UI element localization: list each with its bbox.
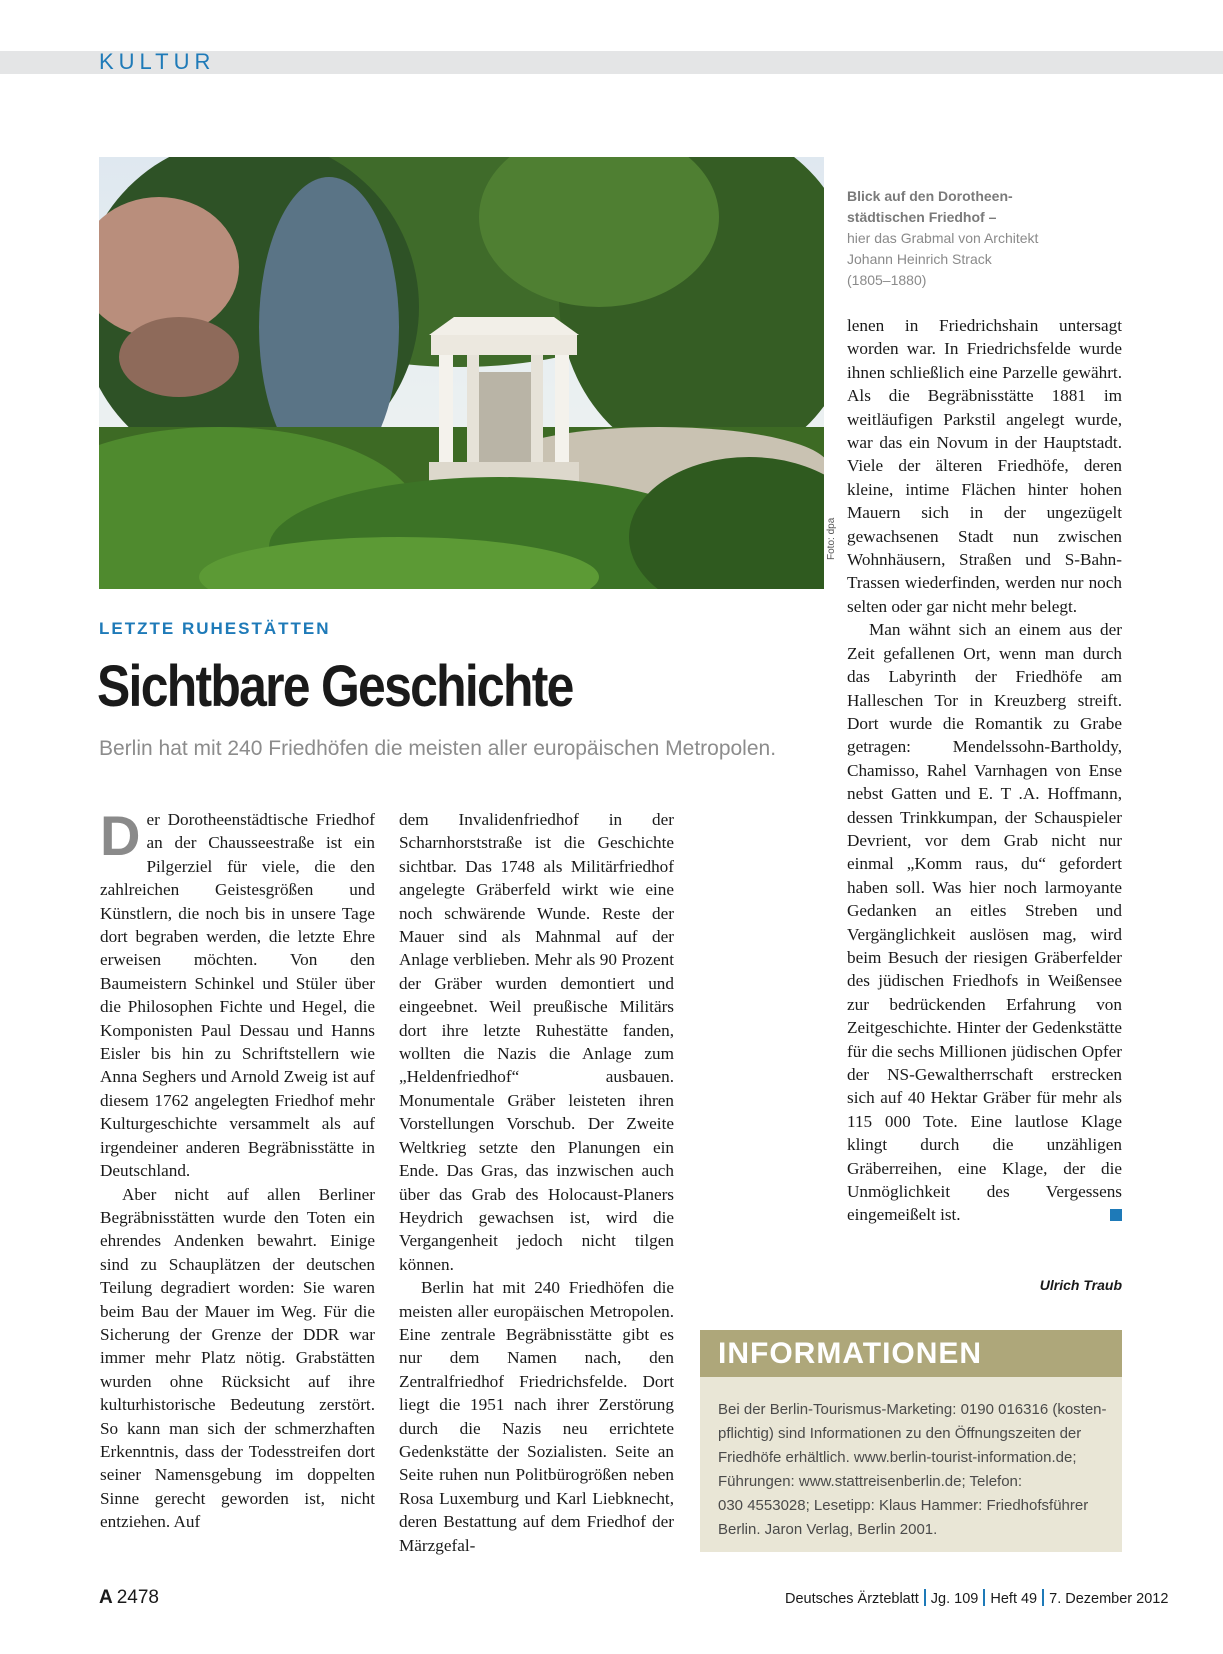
paragraph: dem Invalidenfriedhof in der Scharnhorststraße ist die Geschichte sichtbar. Das 1748 als Militärfriedhof angelegte Gräberfeld wirkt wie eine noch schwärende Wunde. Reste der Mauer sind als Mahnmal auf der Anlage verblieben. Mehr als 90 Prozent der Gräber wurden demontiert und eingeebnet. Weil preußische Militärs dort ihre letzte Ruhestätte fanden, wollten die Nazis die Anlage zum „Heldenfriedhof“ ausbauen. Monumentale Gräber leisteten ihren Vorstellungen Vorschub. Der Zweite Weltkrieg setzte den Planungen ein Ende. Das Gras, das inzwischen auch über das Grab des Holocaust-Planers Heydrich gewachsen ist, wird die Vergangenheit jedoch nicht tilgen können. — [399, 810, 674, 1274]
paragraph-text: Man wähnt sich an einem aus der Zeit gefallenen Ort, wenn man durch das Labyrinth der Friedhöfe am Halleschen Tor in Kreuzberg streift. Dort wurde die Romantik zu Grabe getragen: Mendelssohn-Bartholdy, Chamisso, Rahel Varnhagen von Ense nebst Gatten und E. T .A. Hoffmann, dessen Trinkkumpan, der Schauspieler Devrient, vor dem Grab nicht nur einmal „Komm raus, du“ gefordert haben soll. Was hier noch larmoyante Gedanken an eitles Streben und Vergänglichkeit auslösen mag, wird beim Besuch der riesigen Gräberfelder des jüdischen Friedhofs in Weißensee zur bedrückenden Erfahrung von Zeitgeschichte. Hinter der Gedenkstätte für die sechs Millionen jüdischen Opfer der NS-Gewaltherrschaft erstrecken sich auf 40 Hektar Gräber für mehr als 115 000 Tote. Eine lautlose Klage klingt durch die unzähligen Gräberreihen, eine Klage, der die Unmöglichkeit des Vergessens eingemeißelt ist. — [847, 620, 1122, 1225]
separator — [924, 1589, 926, 1606]
journal-issue: Heft 49 — [990, 1591, 1038, 1607]
section-label: KULTUR — [99, 49, 216, 74]
paragraph: Berlin hat mit 240 Friedhöfen die meisten aller europäischen Metropolen. Eine zentrale Begräbnisstätte gibt es nur dem Namen nach, den Zentralfriedhof Friedrichsfelde. Dort liegt die 1951 nach ihrer Zerstörung durch die Nazis neu errichtete Gedenkstätte der Sozialisten. Seite an Seite ruhen nun Politbürogrößen neben Rosa Luxemburg und Karl Liebknecht, deren Bestattung auf dem Friedhof der Märzgefal- — [399, 1278, 674, 1555]
journal-date: 7. Dezember 2012 — [1049, 1591, 1169, 1607]
photo-credit: Foto: dpa — [826, 517, 837, 560]
footer-info — [785, 1589, 1169, 1607]
info-line: Führungen: www.stattreisenberlin.de; Telefon: — [718, 1473, 1023, 1490]
page-number-value: 2478 — [116, 1587, 160, 1608]
end-mark-icon — [1110, 1209, 1122, 1221]
paragraph: Aber nicht auf allen Berliner Begräbnisstätten wurde den Toten ein ehrendes Andenken bewahrt. Einige sind zu Schauplätzen der deutschen Teilung degradiert worden: Sie waren beim Bau der Mauer im Weg. Für die Sicherung der Grenze der DDR war immer mehr Platz nötig. Grabstätten wurden ohne Rücksicht auf ihre kulturhistorische Bedeutung zerstört. So kann man sich der schmerzhaften Erkenntnis, dass der Todesstreifen dort seiner Namensgebung im doppelten Sinne gerecht geworden ist, nicht entziehen. Auf — [100, 1184, 375, 1532]
page-prefix: A — [99, 1587, 113, 1608]
paragraph-text: er Dorotheenstädtische Friedhof an der Chausseestraße ist ein Pilgerziel für viele, die den zahlreichen Geistesgrößen und Künstlern, die noch bis in unsere Tage dort begraben werden, die letzte Ehre erweisen möchten. Von den Baumeistern Schinkel und Stüler über die Philosophen Fichte und Hegel, die Komponisten Paul Dessau und Hanns Eisler bis hin zu Schriftstellern wie Anna Seghers und Arnold Zweig ist auf diesem 1762 angelegten Friedhof mehr Kulturgeschichte versammelt als auf irgendeiner anderen Begräbnisstätte in Deutschland. — [100, 810, 375, 1181]
caption-line: Johann Heinrich Strack — [847, 251, 992, 267]
separator — [1042, 1589, 1044, 1606]
caption-bold-line: städtischen Friedhof – — [847, 209, 997, 225]
monument-shape — [429, 317, 579, 482]
caption-line: hier das Grabmal von Architekt — [847, 230, 1039, 246]
journal-name: Deutsches Ärzteblatt — [785, 1591, 919, 1607]
drop-cap: D — [100, 804, 141, 867]
info-line: 030 4553028; Lesetipp: Klaus Hammer: Friedhofsführer — [718, 1497, 1089, 1514]
caption-bold-line: Blick auf den Dorotheen- — [847, 188, 1013, 204]
journal-volume: Jg. 109 — [930, 1591, 979, 1607]
info-line: Bei der Berlin-Tourismus-Marketing: 0190 016316 (kosten- — [718, 1401, 1107, 1418]
author-name: Ulrich Traub — [1039, 1277, 1122, 1293]
page-number — [99, 1587, 159, 1609]
separator — [983, 1589, 985, 1606]
paragraph: lenen in Friedrichshain untersagt worden war. In Friedrichsfelde wurde ihnen schließlich eine Parzelle gewährt. Als die Begräbnisstätte 1881 im weitläufigen Parkstil angelegt wurde, war das ein Novum in der Hauptstadt. Viele der älteren Friedhöfe, deren kleine, intime Flächen hinter hohen Mauern sich in der ungezügelt gewachsenen Stadt nun zwischen Wohnhäusern, Straßen und S-Bahn-Trassen wiederfinden, werden nur noch selten oder gar nicht mehr belegt. — [847, 316, 1122, 616]
info-line: Friedhöfe erhältlich. www.berlin-tourist-information.de; — [718, 1449, 1077, 1466]
caption-line: (1805–1880) — [847, 272, 927, 288]
cemetery-photo — [99, 157, 824, 589]
paragraph — [847, 618, 1122, 1227]
info-box-title: INFORMATIONEN — [718, 1337, 983, 1370]
text-column-2 — [399, 808, 674, 1557]
text-column-3 — [847, 314, 1122, 1227]
photo-caption — [847, 186, 1077, 291]
info-line: pflichtig) sind Informationen zu den Öffnungszeiten der — [718, 1425, 1082, 1442]
info-box-text — [718, 1398, 1110, 1542]
article-subheadline: Berlin hat mit 240 Friedhöfen die meisten aller europäischen Metropolen. — [99, 737, 777, 760]
paragraph — [100, 804, 375, 1183]
article-kicker: LETZTE RUHESTÄTTEN — [99, 619, 331, 638]
text-column-1 — [100, 804, 375, 1534]
info-line: Berlin. Jaron Verlag, Berlin 2001. — [718, 1521, 938, 1538]
article-headline: Sichtbare Geschichte — [97, 654, 573, 719]
